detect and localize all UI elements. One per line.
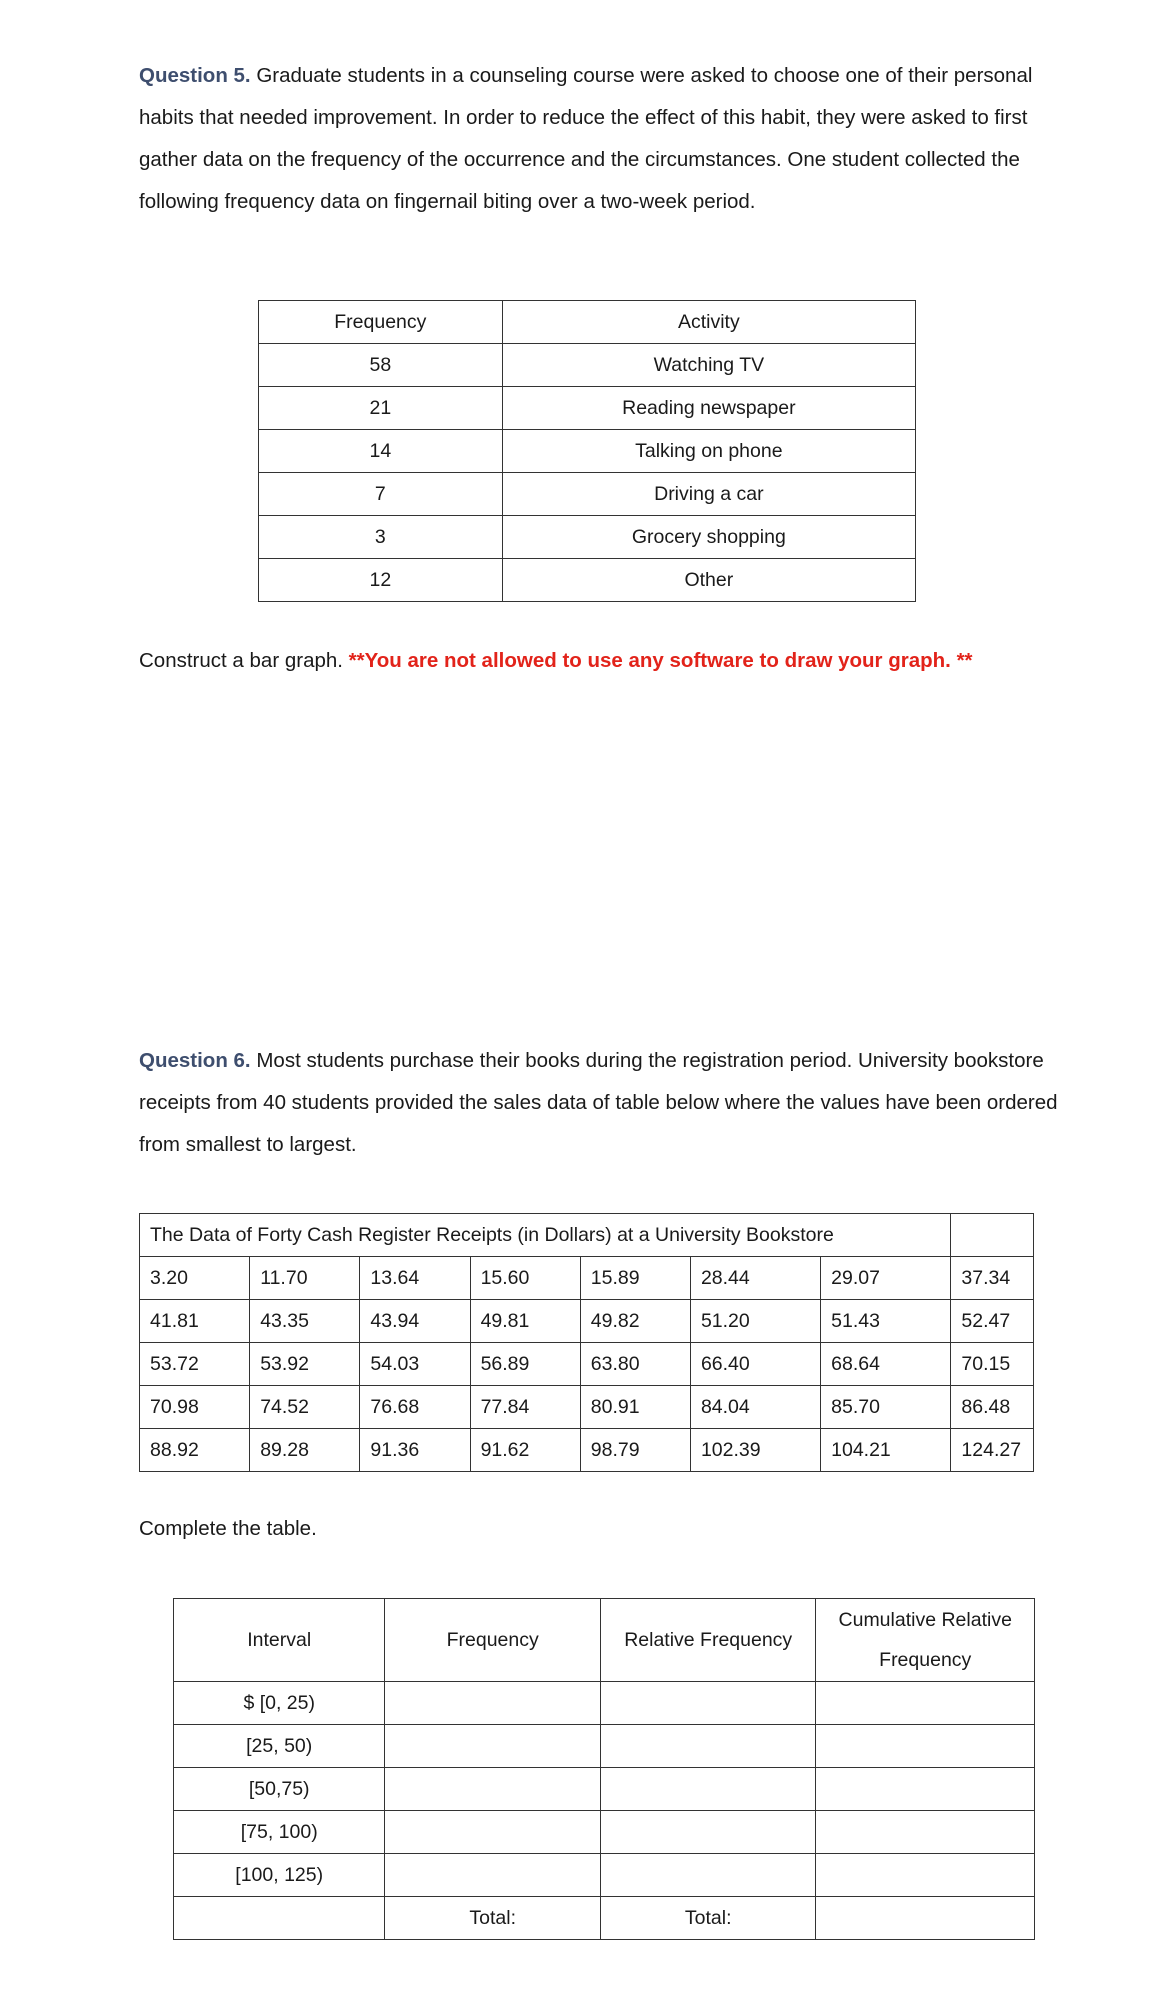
receipts-table-title: The Data of Forty Cash Register Receipts (in Dollars) at a University Bookstore [140,1214,951,1257]
table-row [140,1257,1034,1300]
table-row [259,387,916,430]
table-header-row [174,1599,1035,1682]
relative-frequency-input-cell[interactable] [600,1768,816,1811]
table-header-row [259,301,916,344]
interval-cell: [50,75) [174,1768,385,1811]
receipt-value-cell: 49.81 [470,1300,580,1343]
table-row [140,1386,1034,1429]
frequency-total-label: Total: [385,1897,601,1940]
receipt-value-cell: 43.94 [360,1300,470,1343]
activity-cell: Other [502,559,915,602]
receipt-value-cell: 70.98 [140,1386,250,1429]
receipt-value-cell: 56.89 [470,1343,580,1386]
receipt-value-cell: 49.82 [580,1300,690,1343]
frequency-input-cell[interactable] [385,1768,601,1811]
frequency-cell: 7 [259,473,503,516]
header-relative-frequency: Relative Frequency [600,1599,816,1682]
activity-cell: Reading newspaper [502,387,915,430]
receipts-table [139,1213,1034,1472]
empty-cell [951,1214,1034,1257]
relative-frequency-input-cell[interactable] [600,1854,816,1897]
cumulative-input-cell[interactable] [816,1682,1035,1725]
receipt-value-cell: 86.48 [951,1386,1034,1429]
receipt-value-cell: 70.15 [951,1343,1034,1386]
receipt-value-cell: 104.21 [821,1429,951,1472]
frequency-cell: 3 [259,516,503,559]
q5-text: Graduate students in a counseling course were asked to choose one of their personal habits that needed improvement. In order to reduce the effect of this habit, they were asked to first gather data on the frequency of the occurrence and the circumstances. One student collected the following frequency data on fingernail biting over a two-week period. [139,64,1033,213]
frequency-cell: 14 [259,430,503,473]
header-cumulative-line1: Cumulative Relative [838,1609,1012,1631]
receipt-value-cell: 37.34 [951,1257,1034,1300]
frequency-input-cell[interactable] [385,1854,601,1897]
q6-text: Most students purchase their books during the registration period. University bookstore receipts from 40 students provided the sales data of table below where the values have been ordered from smallest to largest. [139,1049,1058,1156]
table-row [259,516,916,559]
frequency-cell: 58 [259,344,503,387]
cumulative-input-cell[interactable] [816,1725,1035,1768]
frequency-distribution-table [173,1598,1035,1940]
receipt-value-cell: 84.04 [690,1386,820,1429]
header-activity: Activity [502,301,915,344]
q6-paragraph [139,1040,1059,1166]
frequency-input-cell[interactable] [385,1811,601,1854]
fingernail-frequency-table [258,300,916,602]
receipt-value-cell: 11.70 [250,1257,360,1300]
table-row [140,1300,1034,1343]
receipt-value-cell: 15.60 [470,1257,580,1300]
header-cumulative-line2: Frequency [879,1649,972,1671]
relative-frequency-input-cell[interactable] [600,1811,816,1854]
receipt-value-cell: 53.72 [140,1343,250,1386]
receipt-value-cell: 3.20 [140,1257,250,1300]
receipt-value-cell: 51.43 [821,1300,951,1343]
receipt-value-cell: 80.91 [580,1386,690,1429]
receipt-value-cell: 77.84 [470,1386,580,1429]
empty-cell [174,1897,385,1940]
receipt-value-cell: 13.64 [360,1257,470,1300]
table-row [140,1343,1034,1386]
q5-instruction [139,640,1059,682]
cumulative-input-cell[interactable] [816,1811,1035,1854]
receipt-value-cell: 76.68 [360,1386,470,1429]
table-row [259,430,916,473]
q6-label: Question 6. [139,1049,251,1072]
relative-frequency-total-label: Total: [600,1897,816,1940]
receipt-value-cell: 91.36 [360,1429,470,1472]
header-frequency: Frequency [259,301,503,344]
table-row [174,1682,1035,1725]
empty-cell [816,1897,1035,1940]
cumulative-input-cell[interactable] [816,1854,1035,1897]
receipt-value-cell: 63.80 [580,1343,690,1386]
frequency-cell: 21 [259,387,503,430]
receipt-value-cell: 41.81 [140,1300,250,1343]
table-row [174,1811,1035,1854]
receipt-value-cell: 15.89 [580,1257,690,1300]
activity-cell: Watching TV [502,344,915,387]
receipt-value-cell: 124.27 [951,1429,1034,1472]
receipt-value-cell: 91.62 [470,1429,580,1472]
relative-frequency-input-cell[interactable] [600,1682,816,1725]
interval-cell: [100, 125) [174,1854,385,1897]
receipt-value-cell: 66.40 [690,1343,820,1386]
receipt-value-cell: 51.20 [690,1300,820,1343]
instruction-text: Construct a bar graph. [139,649,349,672]
header-cumulative-relative-frequency [816,1599,1035,1682]
table-row [259,344,916,387]
interval-cell: $ [0, 25) [174,1682,385,1725]
table-row [174,1725,1035,1768]
receipt-value-cell: 85.70 [821,1386,951,1429]
q5-paragraph [139,55,1059,223]
receipt-value-cell: 89.28 [250,1429,360,1472]
receipt-value-cell: 98.79 [580,1429,690,1472]
receipt-value-cell: 54.03 [360,1343,470,1386]
frequency-input-cell[interactable] [385,1725,601,1768]
table-title-row [140,1214,1034,1257]
receipt-value-cell: 43.35 [250,1300,360,1343]
activity-cell: Talking on phone [502,430,915,473]
activity-cell: Driving a car [502,473,915,516]
table-row [174,1854,1035,1897]
interval-cell: [75, 100) [174,1811,385,1854]
receipt-value-cell: 102.39 [690,1429,820,1472]
table-row [174,1768,1035,1811]
receipt-value-cell: 53.92 [250,1343,360,1386]
receipt-value-cell: 68.64 [821,1343,951,1386]
table-row [140,1429,1034,1472]
relative-frequency-input-cell[interactable] [600,1725,816,1768]
software-warning: **You are not allowed to use any software to draw your graph. ** [348,649,973,672]
receipt-value-cell: 88.92 [140,1429,250,1472]
receipt-value-cell: 74.52 [250,1386,360,1429]
interval-cell: [25, 50) [174,1725,385,1768]
frequency-cell: 12 [259,559,503,602]
header-frequency: Frequency [385,1599,601,1682]
activity-cell: Grocery shopping [502,516,915,559]
receipt-value-cell: 28.44 [690,1257,820,1300]
table-row [259,559,916,602]
header-interval: Interval [174,1599,385,1682]
table-row [259,473,916,516]
total-row [174,1897,1035,1940]
q6-instruction: Complete the table. [139,1517,317,1540]
receipt-value-cell: 29.07 [821,1257,951,1300]
cumulative-input-cell[interactable] [816,1768,1035,1811]
receipt-value-cell: 52.47 [951,1300,1034,1343]
frequency-input-cell[interactable] [385,1682,601,1725]
q5-label: Question 5. [139,64,251,87]
